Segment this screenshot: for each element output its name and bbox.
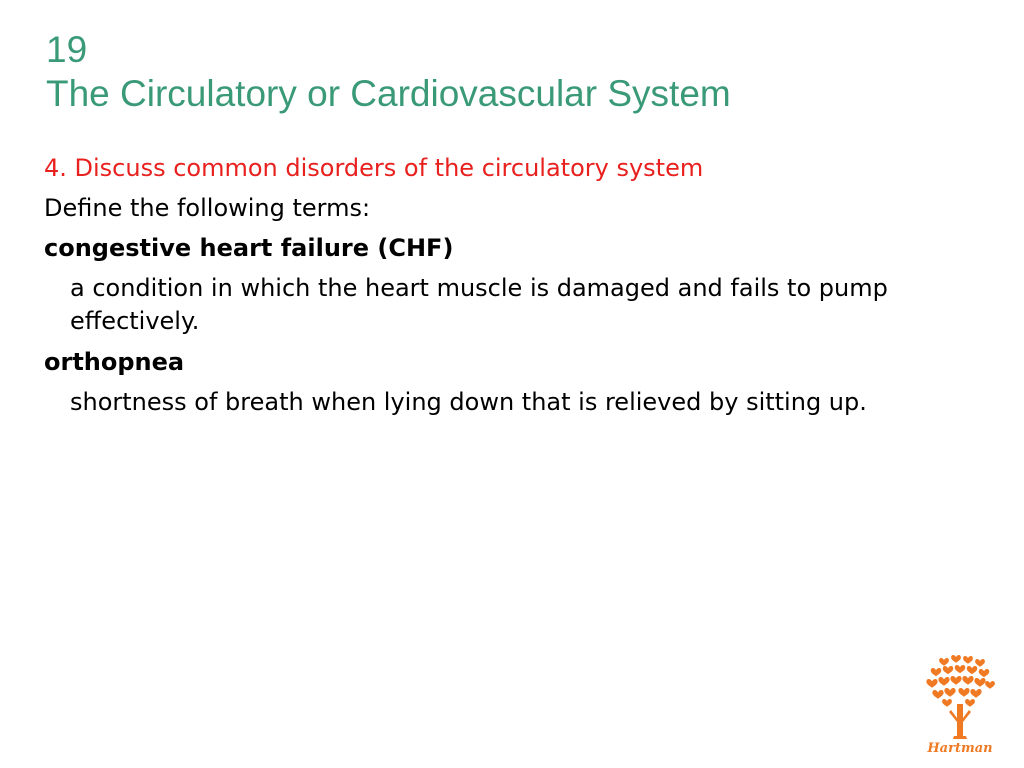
term-orthopnea: orthopnea [44, 348, 185, 376]
logo-text: Hartman [927, 741, 993, 756]
intro-text: Define the following terms: [44, 194, 371, 222]
definition-chf: a condition in which the heart muscle is damaged and fails to pump effectively. [70, 274, 888, 335]
slide-title [46, 28, 731, 116]
slide-content [44, 152, 984, 427]
definition-orthopnea: shortness of breath when lying down that is relieved by sitting up. [70, 388, 867, 416]
chapter-title: The Circulatory or Cardiovascular System [46, 73, 731, 114]
heart-tree-icon [914, 652, 1006, 762]
learning-objective: 4. Discuss common disorders of the circulatory system [44, 154, 704, 182]
term-chf: congestive heart failure (CHF) [44, 234, 454, 262]
hartman-logo [914, 652, 1006, 762]
chapter-number: 19 [46, 29, 88, 70]
